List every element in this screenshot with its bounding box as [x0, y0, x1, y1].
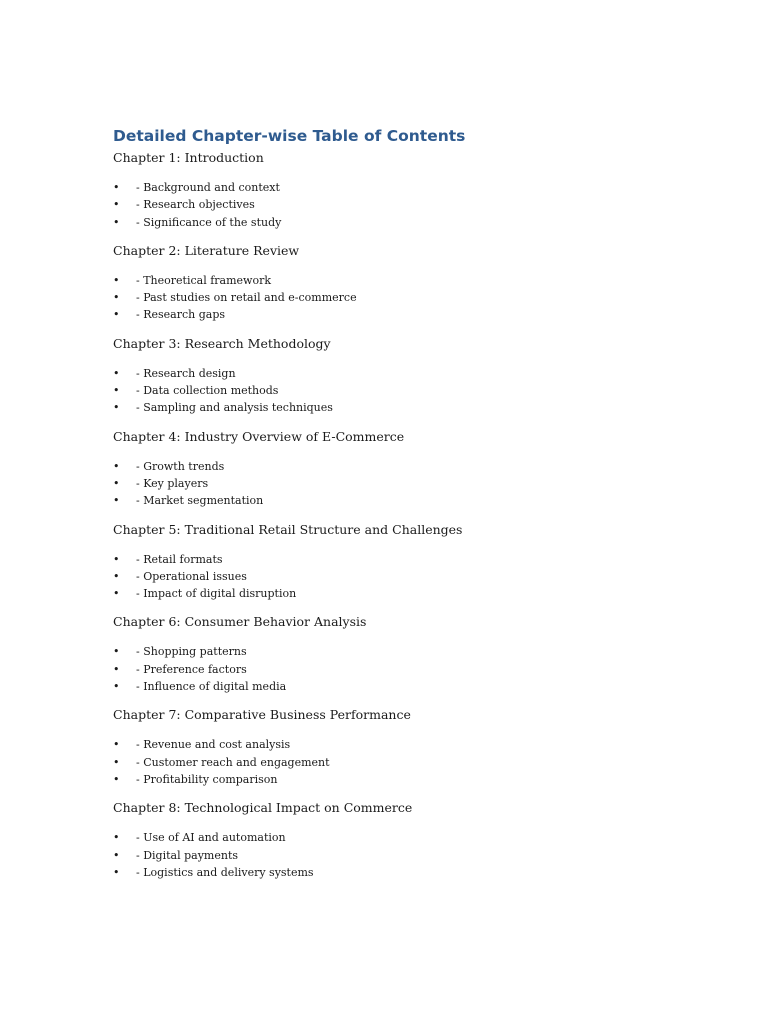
bullet-icon: • — [113, 831, 120, 845]
chapter-section — [113, 798, 713, 881]
list-item-text: - Shopping patterns — [136, 645, 247, 659]
list-item — [113, 196, 713, 213]
chapter-heading: Chapter 3: Research Methodology — [113, 335, 331, 351]
list-item — [113, 272, 713, 289]
list-item — [113, 492, 713, 509]
chapter-section — [113, 520, 713, 603]
bullet-icon: • — [113, 384, 120, 398]
bullet-icon: • — [113, 569, 120, 583]
bullet-icon: • — [113, 308, 120, 322]
chapter-item-list — [113, 551, 713, 603]
chapter-item-list — [113, 829, 713, 881]
list-item-text: - Past studies on retail and e-commerce — [136, 291, 357, 305]
list-item-text: - Growth trends — [136, 459, 225, 473]
bullet-icon: • — [113, 738, 120, 752]
list-item-text: - Revenue and cost analysis — [136, 738, 291, 752]
chapter-heading: Chapter 6: Consumer Behavior Analysis — [113, 614, 367, 630]
list-item-text: - Influence of digital media — [136, 680, 287, 694]
bullet-icon: • — [113, 181, 120, 194]
list-item-text: - Use of AI and automation — [136, 831, 286, 845]
list-item — [113, 678, 713, 695]
chapter-section — [113, 427, 713, 510]
chapter-item-list — [113, 179, 713, 231]
list-item — [113, 289, 713, 306]
chapter-heading: Chapter 8: Technological Impact on Commerce — [113, 800, 413, 816]
chapter-heading: Chapter 2: Literature Review — [113, 242, 300, 258]
list-item — [113, 475, 713, 492]
bullet-icon: • — [113, 476, 120, 490]
list-item — [113, 585, 713, 602]
list-item — [113, 382, 713, 399]
list-item-text: - Research design — [136, 366, 236, 380]
list-item-text: - Digital payments — [136, 848, 239, 862]
bullet-icon: • — [113, 366, 120, 380]
list-item — [113, 771, 713, 788]
list-item-text: - Customer reach and engagement — [136, 755, 330, 769]
list-item-text: - Market segmentation — [136, 494, 264, 508]
list-item-text: - Preference factors — [136, 662, 247, 676]
bullet-icon: • — [113, 848, 120, 862]
list-item — [113, 736, 713, 753]
list-item — [113, 847, 713, 864]
list-item-text: - Research gaps — [136, 308, 226, 322]
list-item-text: - Operational issues — [136, 569, 247, 583]
bullet-icon: • — [113, 645, 120, 659]
list-item — [113, 179, 713, 196]
list-item-text: - Key players — [136, 476, 209, 490]
bullet-icon: • — [113, 552, 120, 566]
list-item-text: - Research objectives — [136, 198, 255, 212]
bullet-icon: • — [113, 401, 120, 415]
bullet-icon: • — [113, 662, 120, 676]
list-item — [113, 829, 713, 846]
bullet-icon: • — [113, 459, 120, 473]
bullet-icon: • — [113, 198, 120, 212]
chapter-item-list — [113, 736, 713, 788]
chapter-item-list — [113, 643, 713, 695]
bullet-icon: • — [113, 772, 120, 786]
list-item — [113, 551, 713, 568]
list-item-text: - Significance of the study — [136, 215, 282, 229]
chapter-item-list — [113, 365, 713, 417]
list-item-text: - Background and context — [136, 181, 280, 194]
document-title: Detailed Chapter-wise Table of Contents — [113, 127, 466, 145]
chapter-heading: Chapter 5: Traditional Retail Structure and Challenges — [113, 521, 463, 537]
chapter-list — [113, 148, 713, 881]
bullet-icon: • — [113, 291, 120, 305]
chapter-item-list — [113, 272, 713, 324]
list-item-text: - Profitability comparison — [136, 772, 278, 786]
list-item — [113, 864, 713, 881]
list-item — [113, 306, 713, 323]
chapter-heading: Chapter 4: Industry Overview of E-Commerce — [113, 428, 405, 444]
list-item-text: - Impact of digital disruption — [136, 587, 297, 601]
list-item-text: - Retail formats — [136, 552, 223, 566]
list-item-text: - Logistics and delivery systems — [136, 865, 314, 879]
document-page — [113, 124, 713, 881]
list-item-text: - Data collection methods — [136, 384, 279, 398]
list-item-text: - Theoretical framework — [136, 273, 271, 287]
chapter-section — [113, 334, 713, 417]
chapter-heading: Chapter 7: Comparative Business Performance — [113, 707, 411, 723]
bullet-icon: • — [113, 755, 120, 769]
list-item — [113, 754, 713, 771]
list-item — [113, 458, 713, 475]
chapter-section — [113, 705, 713, 788]
chapter-heading: Chapter 1: Introduction — [113, 150, 264, 165]
chapter-item-list — [113, 458, 713, 510]
list-item — [113, 399, 713, 416]
list-item — [113, 568, 713, 585]
bullet-icon: • — [113, 494, 120, 508]
bullet-icon: • — [113, 680, 120, 694]
chapter-section — [113, 148, 713, 231]
list-item — [113, 643, 713, 660]
bullet-icon: • — [113, 215, 120, 229]
list-item — [113, 214, 713, 231]
chapter-section — [113, 241, 713, 324]
bullet-icon: • — [113, 273, 120, 287]
list-item-text: - Sampling and analysis techniques — [136, 401, 333, 415]
list-item — [113, 365, 713, 382]
list-item — [113, 661, 713, 678]
chapter-section — [113, 612, 713, 695]
bullet-icon: • — [113, 865, 120, 879]
bullet-icon: • — [113, 587, 120, 601]
